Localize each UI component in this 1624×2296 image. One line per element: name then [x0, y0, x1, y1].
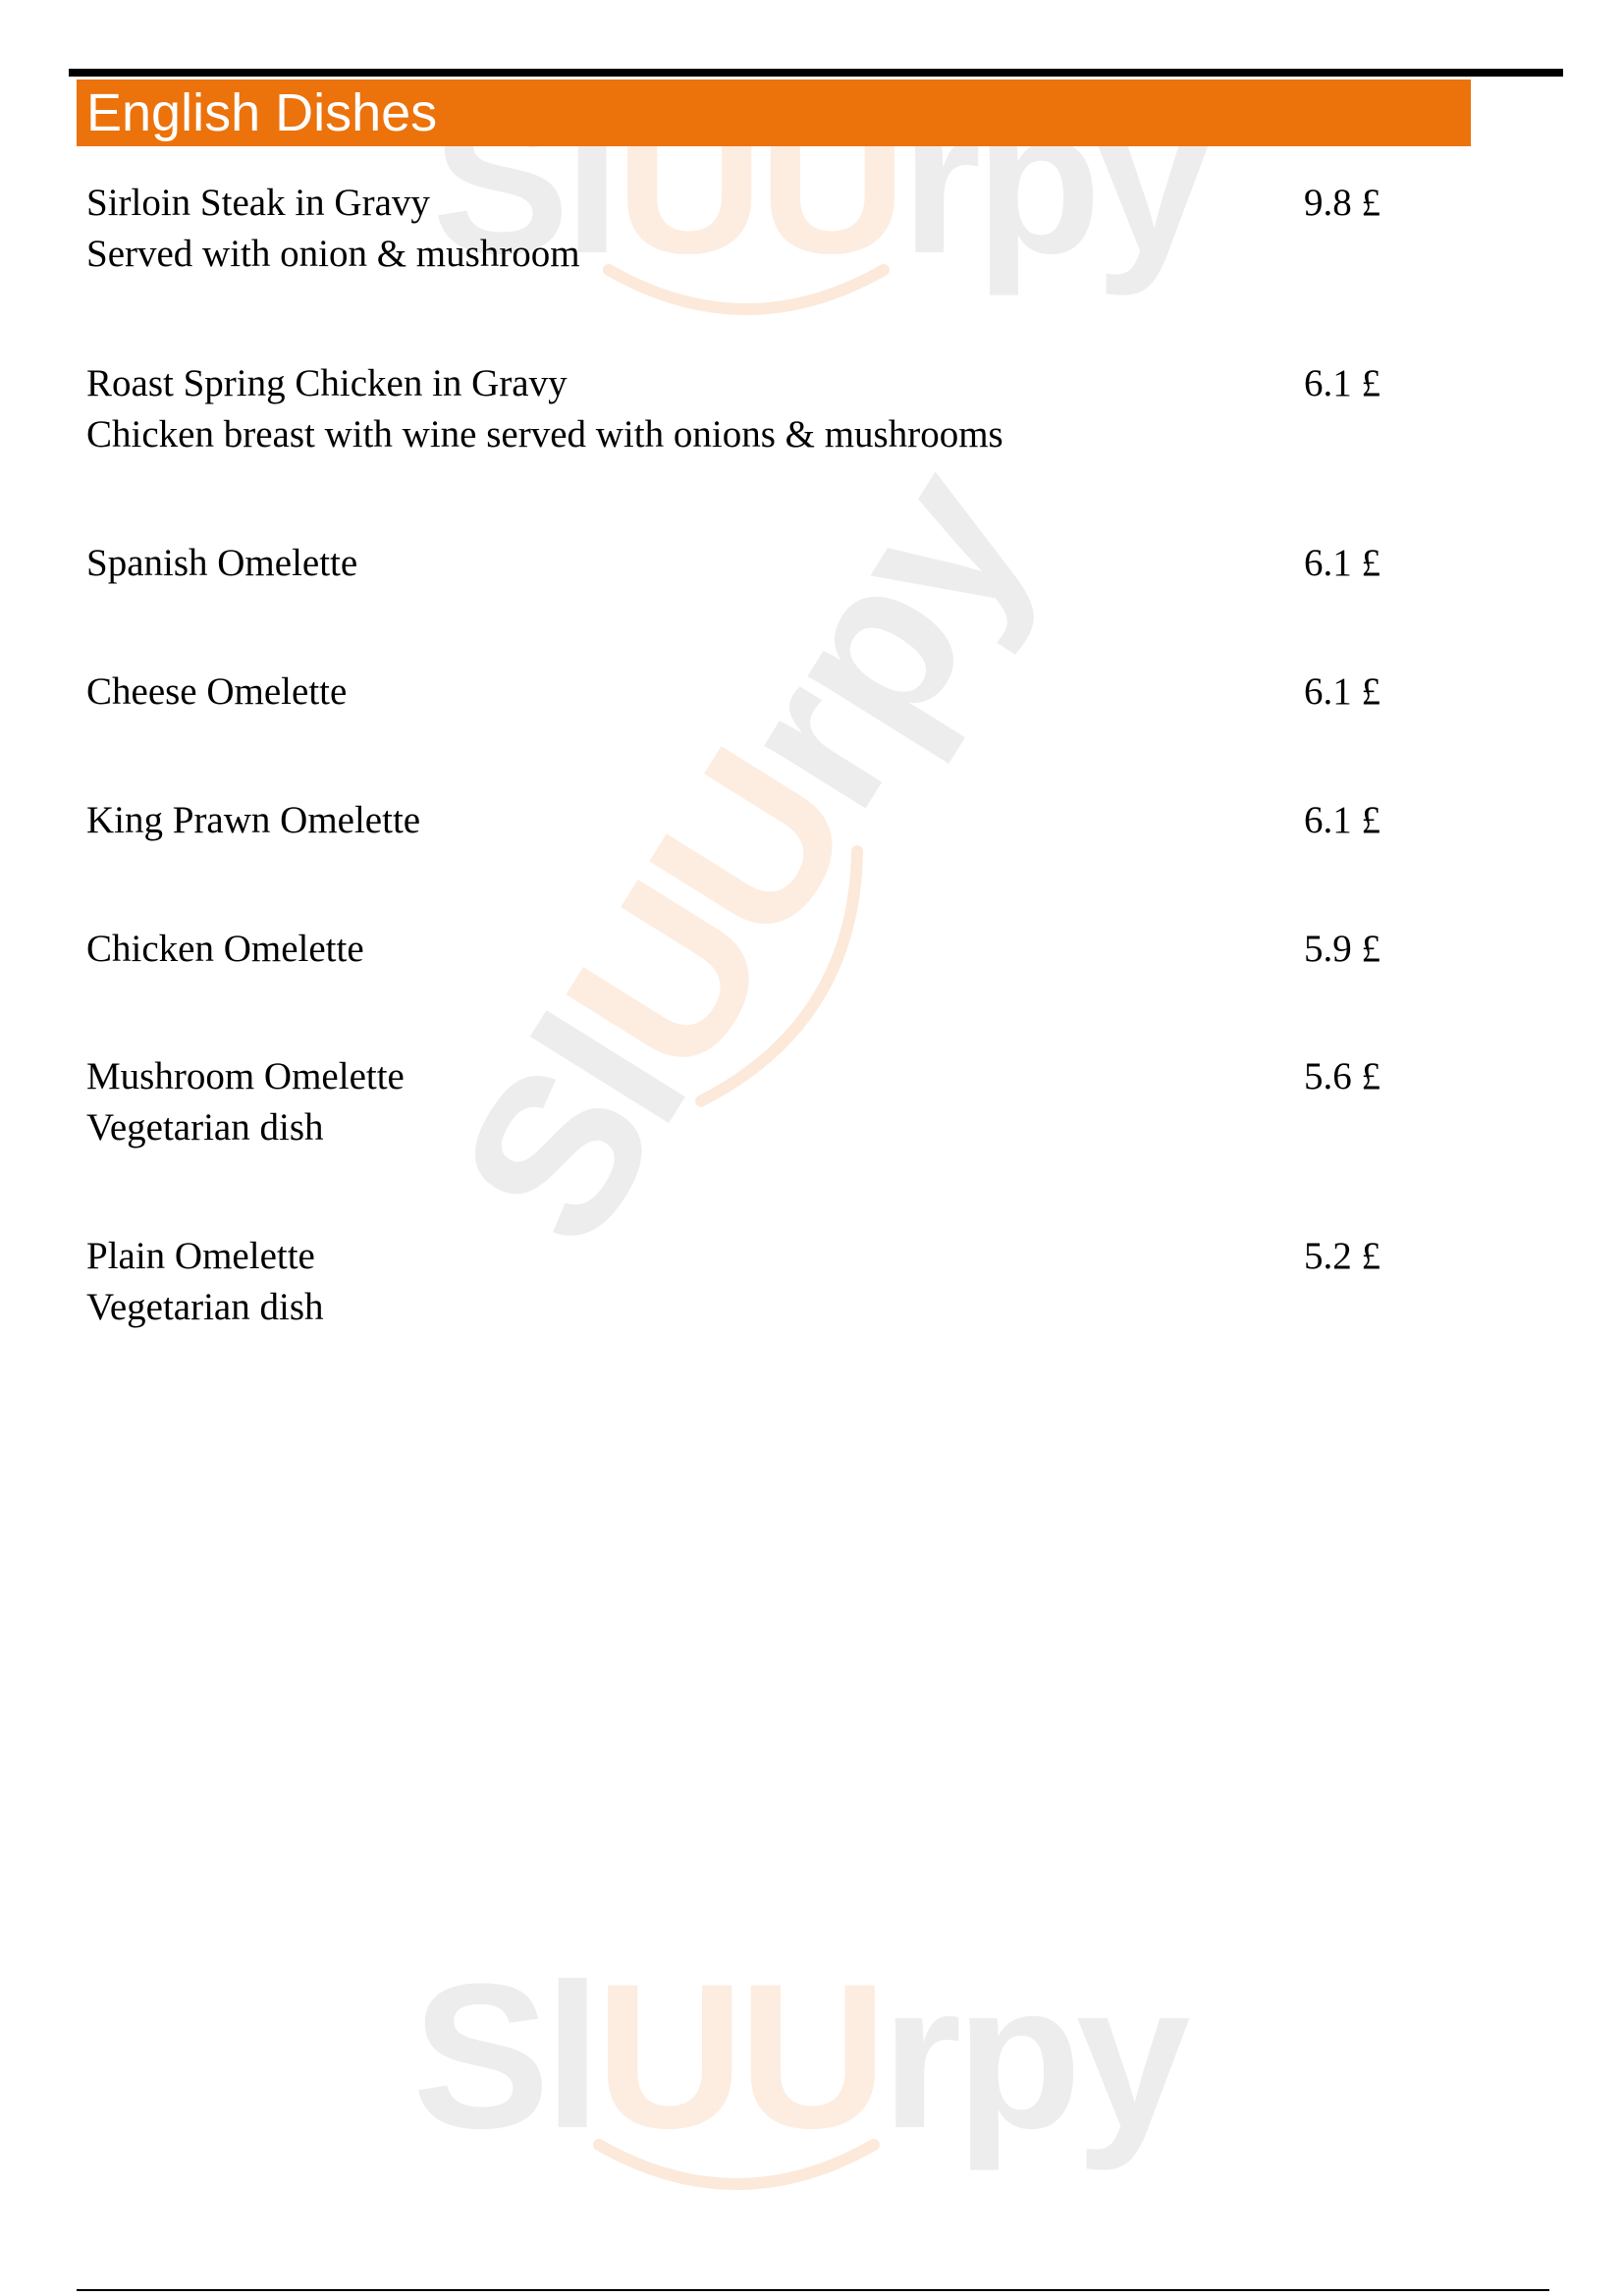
- watermark-part3: rpy: [900, 66, 1205, 296]
- watermark-part1: Sl: [412, 1941, 596, 2171]
- menu-item: [86, 1231, 1412, 1333]
- menu-item: [86, 1051, 1412, 1153]
- item-description: Vegetarian dish: [86, 1286, 324, 1328]
- item-description: Chicken breast with wine served with onions & mushrooms: [86, 413, 1003, 455]
- section-header: [77, 80, 1471, 146]
- menu-item: [86, 178, 1412, 280]
- menu-item: [86, 924, 1412, 975]
- watermark-part3: rpy: [881, 1941, 1185, 2171]
- item-name: Roast Spring Chicken in Gravy: [86, 362, 568, 404]
- item-name: Chicken Omelette: [86, 928, 364, 970]
- item-price: 6.1 £: [1304, 799, 1380, 841]
- watermark-part1: Sl: [410, 980, 731, 1285]
- menu-item: [86, 358, 1412, 460]
- item-description: Served with onion & mushroom: [86, 233, 580, 275]
- watermark-smile-icon: [589, 2125, 884, 2214]
- bottom-rule: [77, 2289, 1549, 2291]
- section-title: English Dishes: [86, 83, 438, 142]
- menu-item: [86, 538, 1412, 589]
- item-price: 5.6 £: [1304, 1055, 1380, 1097]
- watermark-part2: UU: [516, 713, 898, 1114]
- watermark-logo-bottom: [412, 1941, 1185, 2171]
- item-name: Sirloin Steak in Gravy: [86, 182, 430, 224]
- menu-item: [86, 795, 1412, 846]
- item-price: 6.1 £: [1304, 670, 1380, 713]
- watermark-part1: Sl: [432, 66, 616, 296]
- watermark-part2: UU: [595, 1941, 882, 2171]
- item-price: 6.1 £: [1304, 362, 1380, 404]
- item-name: King Prawn Omelette: [86, 799, 421, 841]
- item-price: 5.2 £: [1304, 1235, 1380, 1277]
- item-price: 6.1 £: [1304, 542, 1380, 584]
- item-name: Plain Omelette: [86, 1235, 315, 1277]
- item-description: Vegetarian dish: [86, 1106, 324, 1148]
- item-price: 9.8 £: [1304, 182, 1380, 224]
- watermark-part3: rpy: [683, 430, 1075, 848]
- top-rule: [69, 69, 1563, 77]
- item-name: Cheese Omelette: [86, 670, 348, 713]
- menu-item: [86, 667, 1412, 718]
- item-name: Mushroom Omelette: [86, 1055, 405, 1097]
- item-name: Spanish Omelette: [86, 542, 358, 584]
- watermark-part2: UU: [615, 66, 901, 296]
- item-price: 5.9 £: [1304, 928, 1380, 970]
